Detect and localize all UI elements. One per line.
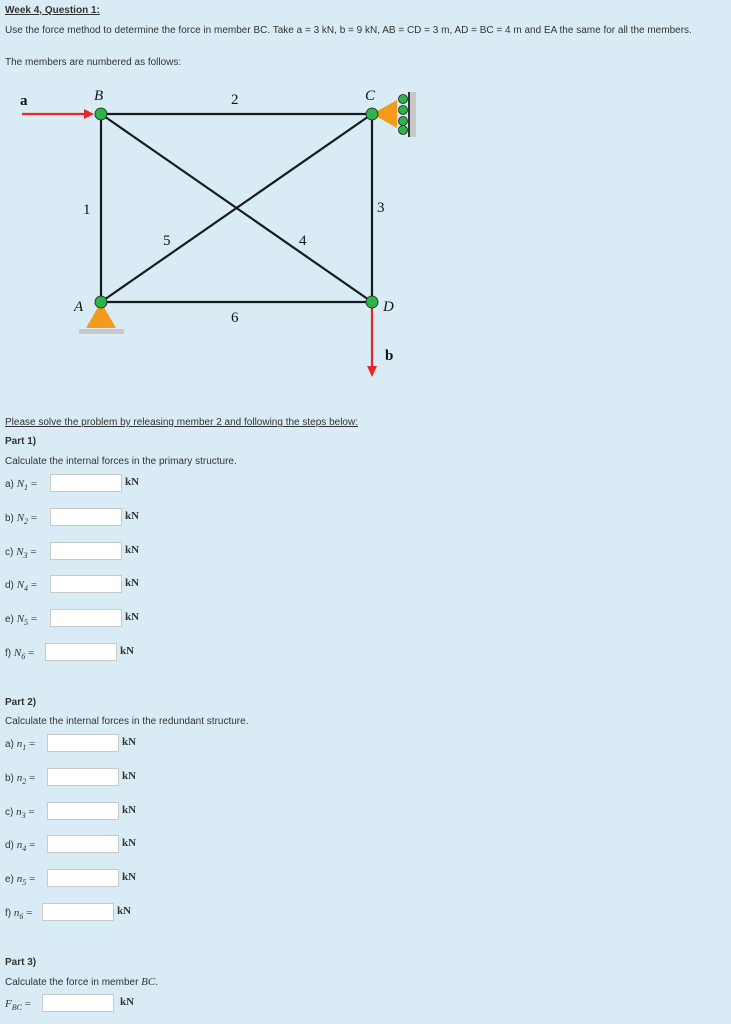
unit-label: kN bbox=[122, 871, 137, 884]
field-label: e) $N_5$ = bbox=[5, 613, 38, 628]
truss-diagram bbox=[0, 78, 440, 388]
part1-instruction: Calculate the internal forces in the primary structure. bbox=[5, 456, 237, 467]
field-label: a) $N_1$ = bbox=[5, 478, 38, 492]
label-member-3: 3 bbox=[377, 200, 385, 216]
label-member-5: 5 bbox=[163, 233, 171, 249]
label-load-b: b bbox=[385, 348, 394, 364]
field-label: e) $n_5$ = bbox=[5, 873, 36, 888]
load-a-head bbox=[84, 109, 94, 119]
wall-hatch bbox=[410, 92, 416, 137]
part1-row-5 bbox=[5, 609, 140, 631]
answer-input-4[interactable] bbox=[50, 575, 122, 593]
part1-row-2 bbox=[5, 508, 140, 530]
unit-label: kN bbox=[125, 543, 140, 556]
question-intro: Use the force method to determine the force in member BC. Take a = 3 kN, b = 9 kN, AB = CD = 3 m, AD = BC = 4 m and EA the same for all the members. bbox=[5, 25, 692, 36]
unit-label: kN bbox=[117, 905, 132, 917]
answer-input-1[interactable] bbox=[47, 734, 119, 752]
label-d: D bbox=[383, 299, 394, 315]
part1-row-3 bbox=[5, 542, 140, 564]
answer-input-2[interactable] bbox=[50, 508, 122, 526]
unit-label: kN bbox=[122, 837, 137, 850]
part1-row-1 bbox=[5, 474, 140, 496]
field-label: a) $n_1$ = bbox=[5, 738, 36, 752]
node-a bbox=[95, 296, 107, 308]
field-label: f) $n_6$ = bbox=[5, 907, 33, 921]
unit-label: kN bbox=[122, 803, 137, 816]
answer-input-4[interactable] bbox=[47, 835, 119, 853]
label-c: C bbox=[365, 88, 376, 104]
answer-input-3[interactable] bbox=[50, 542, 122, 560]
field-label: b) $N_2$ = bbox=[5, 511, 38, 526]
fbc-row bbox=[5, 994, 135, 1016]
answer-input-6[interactable] bbox=[42, 903, 114, 921]
answer-input-3[interactable] bbox=[47, 802, 119, 820]
answer-input-5[interactable] bbox=[47, 869, 119, 887]
node-b bbox=[95, 108, 107, 120]
part3-instruction: Calculate the force in member BC. bbox=[5, 976, 159, 988]
unit-label: kN bbox=[122, 736, 137, 748]
label-member-4: 4 bbox=[299, 233, 307, 249]
part2-row-4 bbox=[5, 835, 137, 857]
ground-hatch bbox=[79, 329, 124, 334]
answer-input-2[interactable] bbox=[47, 768, 119, 786]
field-label: c) $n_3$ = bbox=[5, 805, 35, 820]
label-a: A bbox=[74, 299, 84, 315]
answer-input-5[interactable] bbox=[50, 609, 122, 627]
fbc-label: $F_{BC}$ = bbox=[5, 998, 31, 1012]
unit-label: kN bbox=[125, 509, 140, 522]
label-member-6: 6 bbox=[231, 310, 239, 326]
roller-wheels bbox=[399, 95, 408, 135]
label-load-a: a bbox=[20, 93, 28, 109]
part1-row-6 bbox=[5, 643, 135, 665]
steps-note: Please solve the problem by releasing member 2 and following the steps below: bbox=[5, 417, 358, 428]
part1-heading: Part 1) bbox=[5, 436, 37, 447]
part2-instruction: Calculate the internal forces in the redundant structure. bbox=[5, 716, 249, 727]
answer-input-6[interactable] bbox=[45, 643, 117, 661]
part3-heading: Part 3) bbox=[5, 957, 37, 968]
unit-label: kN bbox=[125, 577, 140, 590]
node-c bbox=[366, 108, 378, 120]
label-member-2: 2 bbox=[231, 92, 239, 108]
answer-input-1[interactable] bbox=[50, 474, 122, 492]
label-b: B bbox=[94, 88, 104, 104]
part2-row-1 bbox=[5, 734, 137, 756]
part2-heading: Part 2) bbox=[5, 697, 37, 708]
part1-row-4 bbox=[5, 575, 140, 597]
fbc-input[interactable] bbox=[42, 994, 114, 1012]
label-member-1: 1 bbox=[83, 202, 91, 218]
field-label: d) $n_4$ = bbox=[5, 839, 36, 854]
unit-label: kN bbox=[125, 611, 140, 624]
part2-row-2 bbox=[5, 768, 137, 790]
unit-label: kN bbox=[120, 645, 135, 657]
field-label: d) $N_4$ = bbox=[5, 579, 38, 594]
node-d bbox=[366, 296, 378, 308]
unit-label: kN bbox=[125, 476, 140, 488]
load-b-head bbox=[367, 366, 377, 377]
part2-row-6 bbox=[5, 903, 132, 925]
unit-label: kN bbox=[122, 769, 137, 782]
part2-row-5 bbox=[5, 869, 137, 891]
fbc-unit: kN bbox=[120, 996, 135, 1008]
question-title: Week 4, Question 1: bbox=[5, 5, 100, 16]
numbered-note: The members are numbered as follows: bbox=[5, 57, 182, 68]
part2-row-3 bbox=[5, 802, 137, 824]
field-label: f) $N_6$ = bbox=[5, 647, 35, 661]
field-label: b) $n_2$ = bbox=[5, 771, 36, 786]
field-label: c) $N_3$ = bbox=[5, 545, 37, 560]
